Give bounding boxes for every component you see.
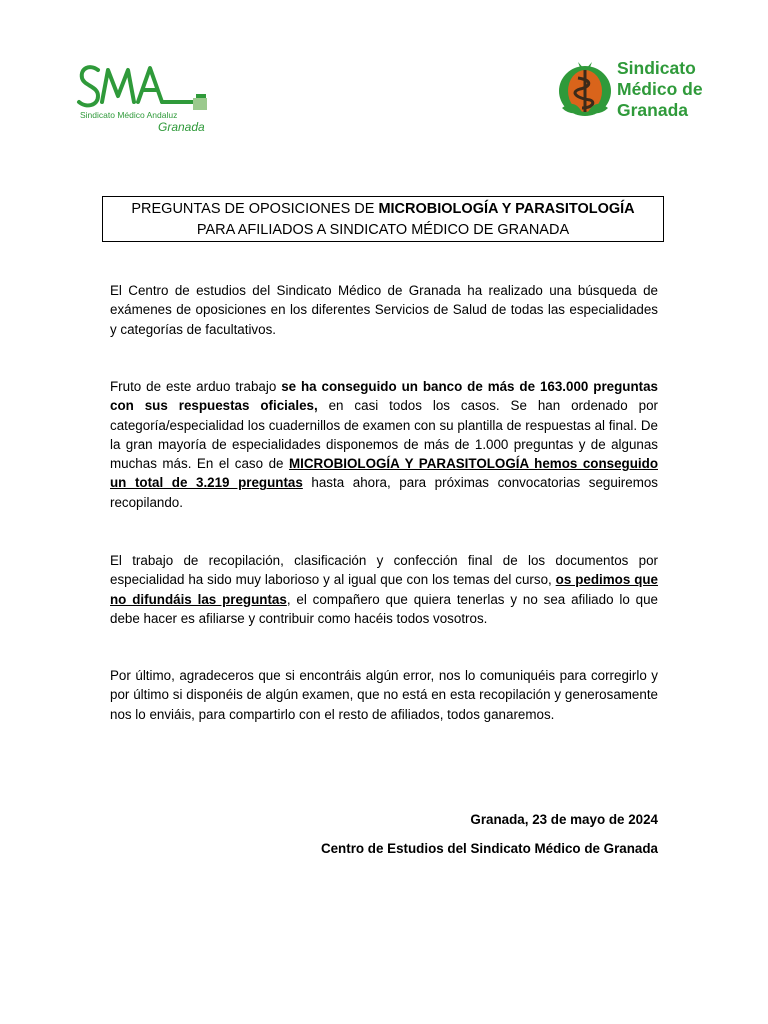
smg-name-line2: Médico de [617,79,703,99]
p2-text-c: en casi todos los casos. Se han ordenado por categoría/especialidad los cuadernillos de examen con su plantilla de respuestas al final. De la gran mayoría de especialidades disponemos de más de 1.000 preguntas y de algunas muchas más. En el caso de [110,398,658,472]
p2-bold-specialty-count: MICROBIOLOGÍA Y PARASITOLOGÍA hemos conseguido un total de 3.219 preguntas [110,456,658,491]
signature-organization: Centro de Estudios del Sindicato Médico de Granada [320,841,658,856]
pomegranate-emblem-icon [556,58,614,120]
p3-text-c: , el compañero que quiera tenerlas y no sea afiliado lo que debe hacer es afiliarse y contribuir como hacéis todos vosotros. [110,591,658,626]
smg-name-line1: Sindicato [617,58,696,78]
smg-name [617,58,703,121]
title-line2: PARA AFILIADOS A SINDICATO MÉDICO DE GRANADA [196,222,570,238]
paragraph-closing-text: Por último, agradeceros que si encontráis algún error, nos lo comuniquéis para corregirlo y por último si disponéis de algún examen, que no está en esta recopilación y generosamente nos lo enviáis, para compartirlo con el resto de afiliados, todos ganaremos. [110,668,658,722]
title-subject: MICROBIOLOGÍA Y PARASITOLOGÍA [378,201,635,217]
sma-wordmark-icon [76,62,216,112]
title-line1 [103,199,663,220]
p2-text-a: Fruto de este arduo trabajo [110,379,282,394]
sma-city: Granada [158,120,205,134]
smg-name-line3: Granada [617,100,688,120]
paragraph-closing [110,666,658,724]
signature-date: Granada, 23 de mayo de 2024 [470,812,658,827]
smg-logo [556,56,736,126]
p3-bold-request: os pedimos que no difundáis las preguntas [110,572,659,607]
p3-text-a: El trabajo de recopilación, clasificación y confección final de los documentos por especialidad ha sido muy laborioso y al igual que con los temas del curso, [110,553,658,588]
paragraph-intro [110,281,658,339]
paragraph-intro-text: El Centro de estudios del Sindicato Médico de Granada ha realizado una búsqueda de exámenes de oposiciones en los diferentes Servicios de Salud de todas las especialidades y categorías de facultativos. [110,283,658,337]
sma-logo [76,62,216,136]
p2-text-e: hasta ahora, para próximas convocatorias seguiremos recopilando. [110,475,658,510]
paragraph-no-distribution [110,551,658,628]
title-prefix: PREGUNTAS DE OPOSICIONES DE [131,201,379,217]
sma-subtitle: Sindicato Médico Andaluz [80,110,178,120]
paragraph-question-bank [110,377,658,512]
p2-bold-bank: se ha conseguido un banco de más de 163.000 preguntas con sus respuestas oficiales, [110,379,658,414]
document-title [102,196,664,242]
